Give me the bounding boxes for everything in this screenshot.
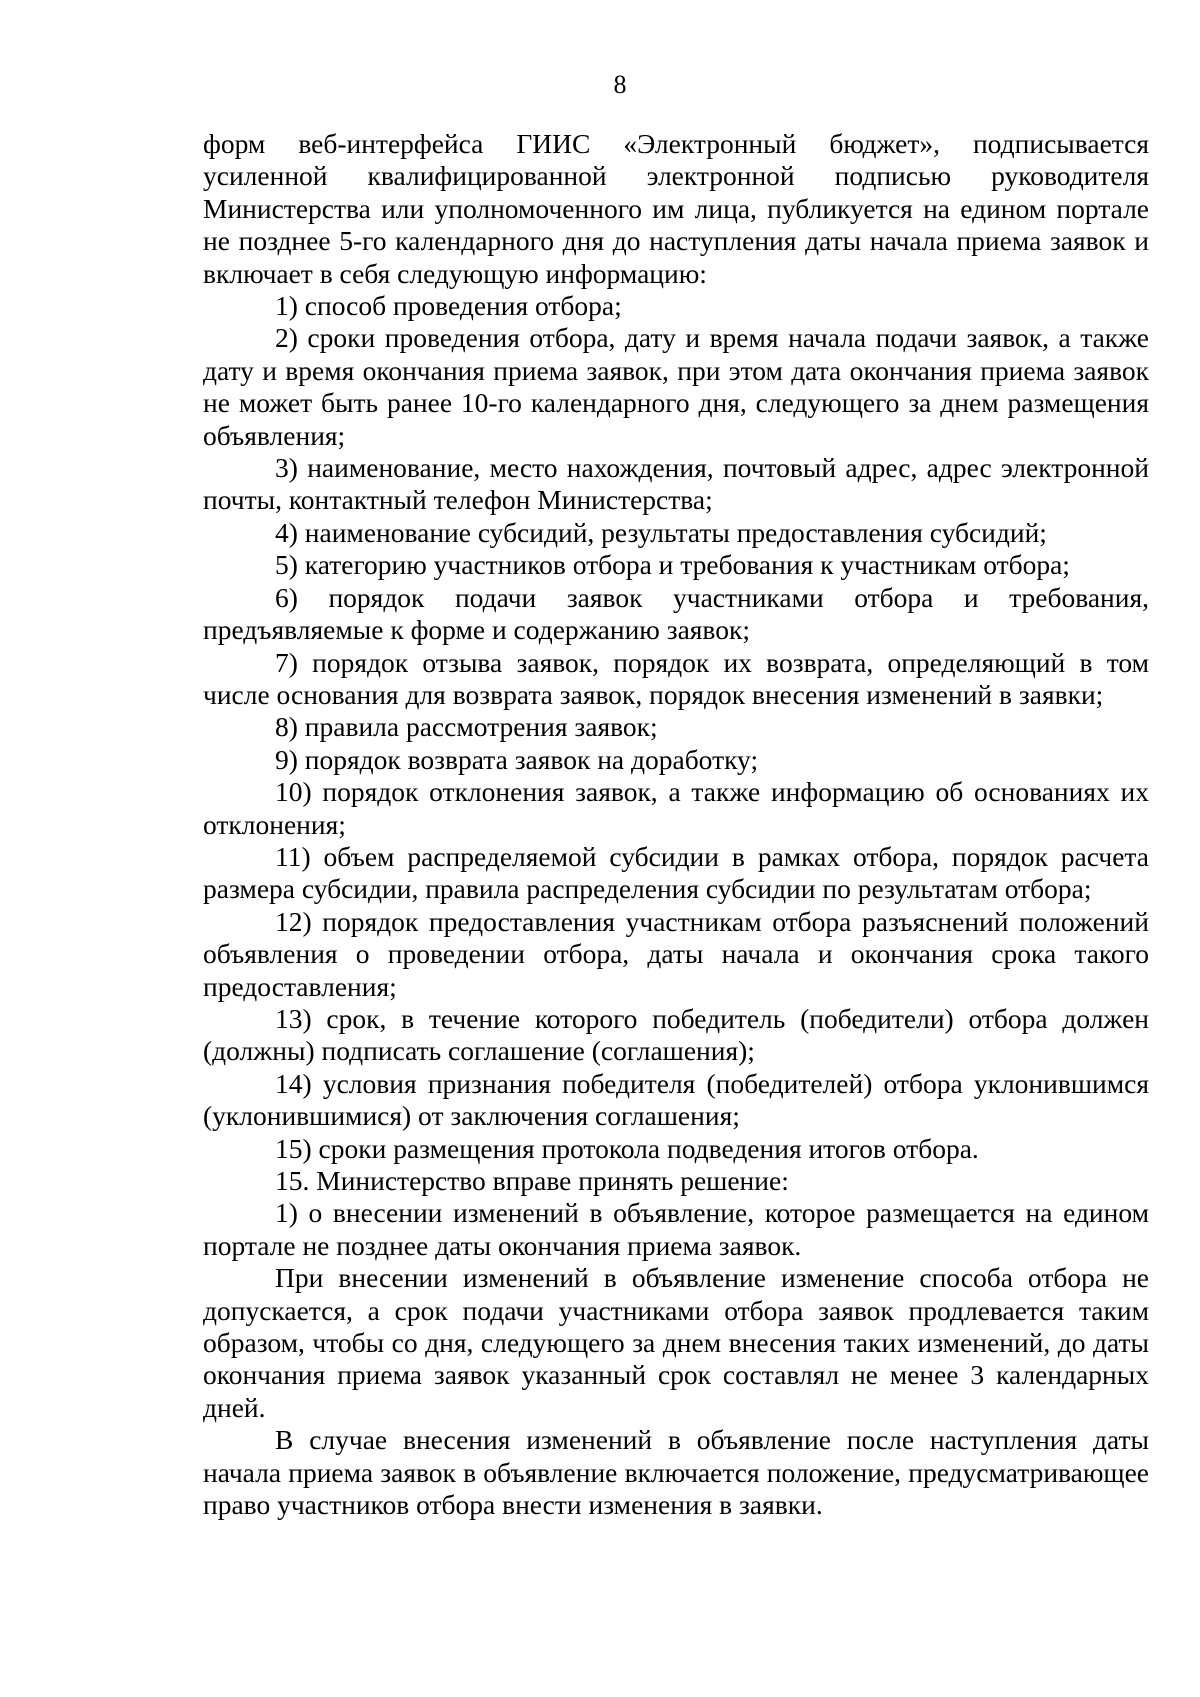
- list-item-9: 9) порядок возврата заявок на доработку;: [275, 743, 759, 775]
- list-item-13: 13) срок, в течение которого победитель (победители) отбора должен (должны) подписать соглашение (соглашения);: [203, 1002, 1149, 1067]
- list-item-11: 11) объем распределяемой субсидии в рамках отбора, порядок расчета размера субсидии, правила распределения субсидии по результатам отбора;: [203, 840, 1149, 905]
- list-item-7: 7) порядок отзыва заявок, порядок их возврата, определяющий в том числе основания для возврата заявок, порядок внесения изменений в заявки;: [203, 646, 1149, 710]
- list-item-1: 1) способ проведения отбора;: [275, 290, 622, 322]
- list-item-8: 8) правила рассмотрения заявок;: [275, 711, 658, 743]
- list-item-15: 15) сроки размещения протокола подведения итогов отбора.: [275, 1132, 979, 1164]
- list-item-10: 10) порядок отклонения заявок, а также информацию об основаниях их отклонения;: [203, 776, 1149, 840]
- paragraph-change-rules: При внесении изменений в объявление изменение способа отбора не допускается, а срок подачи участниками отбора заявок продлевается таким образом, чтобы со дня, следующего за днем внесения таких изменений, до даты окончания приема заявок указанный срок составлял не менее 3 календарных дней.: [203, 1262, 1149, 1423]
- section-15-heading: 15. Министерство вправе принять решение:: [275, 1165, 789, 1196]
- list-item-4: 4) наименование субсидий, результаты предоставления субсидий;: [275, 516, 1047, 548]
- list-item-2: 2) сроки проведения отбора, дату и время начала подачи заявок, а также дату и время окончания приема заявок, при этом дата окончания приема заявок не может быть ранее 10-го календарного дня, следующего за днем размещения объявления;: [203, 322, 1149, 451]
- list-item-6: 6) порядок подачи заявок участниками отбора и требования, предъявляемые к форме и содержанию заявок;: [203, 581, 1149, 646]
- section-15-item-1: 1) о внесении изменений в объявление, которое размещается на едином портале не позднее даты окончания приема заявок.: [203, 1197, 1149, 1261]
- list-item-5: 5) категорию участников отбора и требования к участникам отбора;: [275, 549, 1070, 581]
- list-item-3: 3) наименование, место нахождения, почтовый адрес, адрес электронной почты, контактный телефон Министерства;: [203, 452, 1149, 516]
- page-number: 8: [613, 70, 627, 99]
- document-body: [203, 128, 1149, 1521]
- paragraph-change-after-start: В случае внесения изменений в объявление после наступления даты начала приема заявок в объявление включается положение, предусматривающее право участников отбора внести изменения в заявки.: [203, 1424, 1149, 1521]
- list-item-12: 12) порядок предоставления участникам отбора разъяснений положений объявления о проведении отбора, даты начала и окончания срока такого предоставления;: [203, 905, 1149, 1002]
- paragraph-intro-continuation: форм веб-интерфейса ГИИС «Электронный бюджет», подписывается усиленной квалифицированной электронной подписью руководителя Министерства или уполномоченного им лица, публикуется на едином портале не позднее 5-го календарного дня до наступления даты начала приема заявок и включает в себя следующую информацию:: [203, 128, 1149, 289]
- list-item-14: 14) условия признания победителя (победителей) отбора уклонившимся (уклонившимися) от заключения соглашения;: [203, 1067, 1149, 1132]
